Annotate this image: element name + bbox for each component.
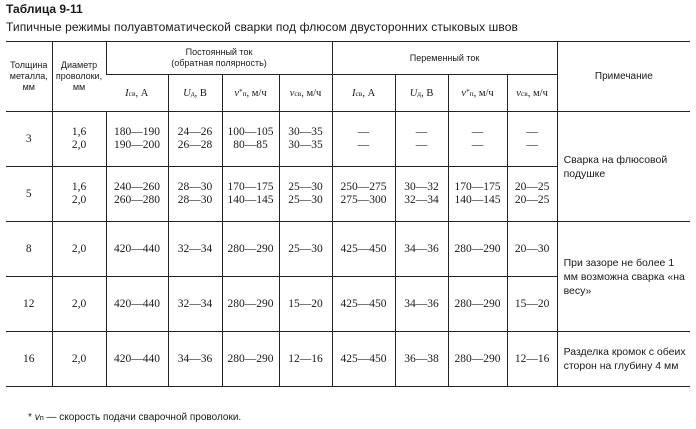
cell-ac-voltage: 30—32 32—34 (395, 167, 448, 222)
cell-diameter: 2,0 (52, 222, 106, 277)
cell-ac-current: — — (332, 112, 395, 167)
cell-dc-weld-speed: 25—30 (279, 222, 332, 277)
footnote (28, 412, 241, 423)
cell-ac-voltage: 34—36 (395, 222, 448, 277)
cell-ac-voltage: 36—38 (395, 332, 448, 387)
cell-note-1: Сварка на флюсовой подушке (557, 112, 690, 222)
header-ac-voltage: Uд, В (395, 75, 448, 112)
cell-diameter: 1,6 2,0 (52, 167, 106, 222)
cell-diameter: 2,0 (52, 332, 106, 387)
cell-ac-weld-speed: — — (507, 112, 557, 167)
header-ac-weld-speed: vсв, м/ч (507, 75, 557, 112)
cell-ac-current: 425—450 (332, 332, 395, 387)
table-row (6, 112, 690, 167)
cell-ac-feed-speed: — — (448, 112, 507, 167)
header-dc-current: Iсв, А (106, 75, 168, 112)
cell-thickness: 8 (6, 222, 52, 277)
cell-note-3: Разделка кромок с обеих сторон на глубину 4 мм (557, 332, 690, 387)
cell-dc-voltage: 24—26 26—28 (168, 112, 222, 167)
header-dc-title: Постоянный ток (185, 47, 253, 57)
cell-thickness: 5 (6, 167, 52, 222)
header-ac-group: Переменный ток (332, 42, 557, 75)
cell-diameter: 1,6 2,0 (52, 112, 106, 167)
cell-dc-current: 180—190 190—200 (106, 112, 168, 167)
cell-ac-feed-speed: 280—290 (448, 222, 507, 277)
cell-ac-feed-speed: 170—175 140—145 (448, 167, 507, 222)
header-ac-feed-speed: v*п, м/ч (448, 75, 507, 112)
cell-ac-weld-speed: 20—30 (507, 222, 557, 277)
header-dc-group (106, 42, 332, 75)
cell-diameter: 2,0 (52, 277, 106, 332)
cell-dc-feed-speed: 170—175 140—145 (222, 167, 279, 222)
cell-dc-weld-speed: 12—16 (279, 332, 332, 387)
header-thickness: Толщина металла, мм (6, 42, 52, 112)
header-ac-current: Iсв, А (332, 75, 395, 112)
header-note: Примечание (557, 42, 690, 112)
cell-dc-voltage: 34—36 (168, 332, 222, 387)
table-title: Типичные режимы полуавтоматической сварки под флюсом двусторонних стыковых швов (6, 20, 518, 34)
cell-dc-feed-speed: 100—105 80—85 (222, 112, 279, 167)
cell-ac-current: 425—450 (332, 222, 395, 277)
welding-modes-table (6, 41, 690, 387)
footnote-text: — скорость подачи сварочной проволоки. (43, 412, 242, 423)
cell-ac-voltage: — — (395, 112, 448, 167)
cell-ac-feed-speed: 280—290 (448, 277, 507, 332)
cell-dc-voltage: 32—34 (168, 222, 222, 277)
cell-ac-weld-speed: 12—16 (507, 332, 557, 387)
footnote-symbol: v (34, 412, 40, 423)
cell-dc-voltage: 32—34 (168, 277, 222, 332)
header-diameter: Диаметр проволоки, мм (52, 42, 106, 112)
table-row (6, 332, 690, 387)
cell-ac-weld-speed: 15—20 (507, 277, 557, 332)
cell-dc-weld-speed: 25—30 25—30 (279, 167, 332, 222)
cell-ac-feed-speed: 280—290 (448, 332, 507, 387)
table-row (6, 222, 690, 277)
header-dc-feed-speed: v*п, м/ч (222, 75, 279, 112)
cell-note-2: При зазоре не более 1 мм возможна сварка «на весу» (557, 222, 690, 332)
footnote-mark: * (28, 412, 32, 423)
cell-dc-feed-speed: 280—290 (222, 332, 279, 387)
cell-dc-weld-speed: 15—20 (279, 277, 332, 332)
header-dc-weld-speed: vсв, м/ч (279, 75, 332, 112)
footnote-symbol-sub: п (39, 413, 44, 422)
table-caption: Таблица 9-11 (6, 2, 83, 16)
cell-dc-feed-speed: 280—290 (222, 222, 279, 277)
cell-dc-current: 420—440 (106, 332, 168, 387)
cell-thickness: 3 (25, 133, 32, 145)
header-dc-voltage: Uд, В (168, 75, 222, 112)
cell-ac-current: 250—275 275—300 (332, 167, 395, 222)
cell-dc-weld-speed: 30—35 30—35 (279, 112, 332, 167)
cell-ac-voltage: 34—36 (395, 277, 448, 332)
cell-thickness: 16 (6, 332, 52, 387)
cell-dc-current: 240—260 260—280 (106, 167, 168, 222)
cell-dc-current: 420—440 (106, 222, 168, 277)
cell-ac-weld-speed: 20—25 20—25 (507, 167, 557, 222)
cell-dc-feed-speed: 280—290 (222, 277, 279, 332)
cell-dc-current: 420—440 (106, 277, 168, 332)
cell-dc-voltage: 28—30 28—30 (168, 167, 222, 222)
cell-ac-current: 425—450 (332, 277, 395, 332)
cell-thickness: 12 (6, 277, 52, 332)
header-dc-polarity: (обратная полярность) (171, 58, 267, 68)
